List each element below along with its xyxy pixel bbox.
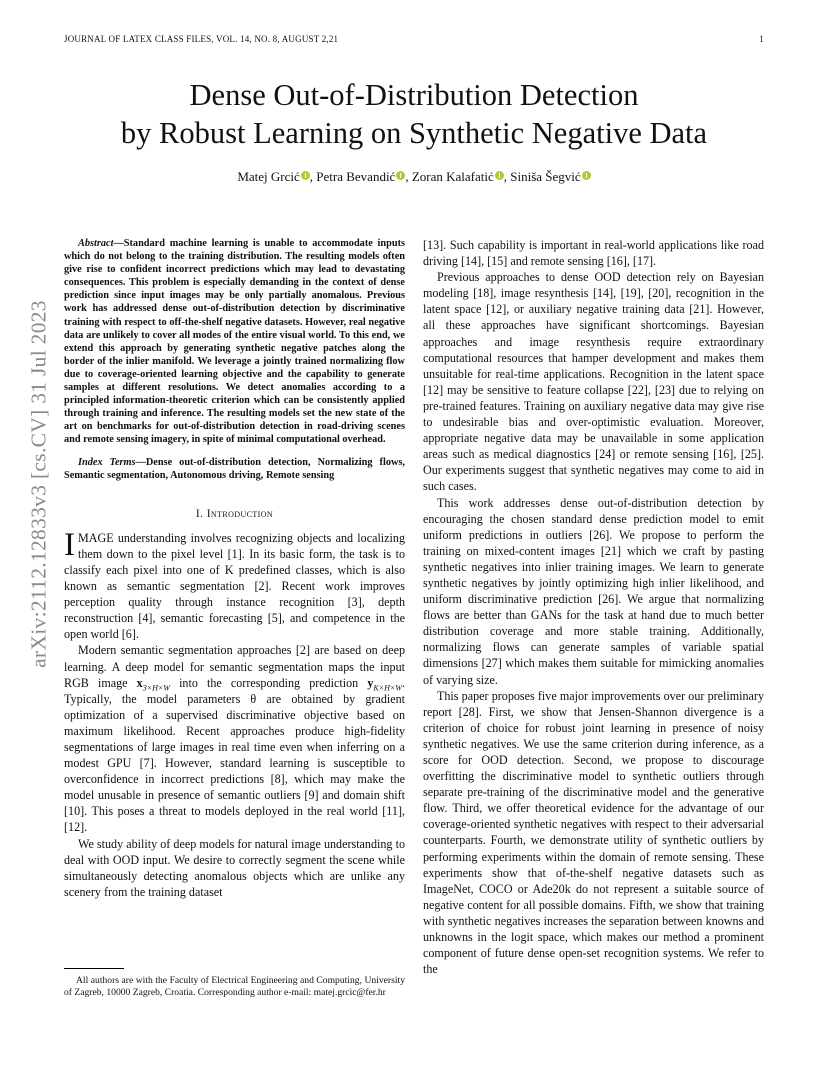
title-line-2: by Robust Learning on Synthetic Negative Data [120, 116, 708, 150]
author-list: Matej Grcić , Petra Bevandić , Zoran Kalafatić , Siniša Šegvić [60, 169, 768, 185]
author-3: Zoran Kalafatić [411, 169, 494, 184]
orcid-icon[interactable] [396, 171, 405, 180]
page-number: 1 [759, 34, 764, 44]
arxiv-identifier: arXiv:2112.12833v3 [cs.CV] 31 Jul 2023 [26, 300, 51, 668]
orcid-icon[interactable] [301, 171, 310, 180]
journal-header: JOURNAL OF LATEX CLASS FILES, VOL. 14, NO. 8, AUGUST 2,21 [64, 34, 339, 44]
intro-paragraph-3: We study ability of deep models for natural image understanding to deal with OOD input. We desire to correctly segment the scene while simultaneously detecting anomalous objects which are unlike any scenery from the training dataset [64, 836, 405, 899]
drop-cap: I [64, 526, 75, 563]
index-terms: Index Terms—Dense out-of-distribution detection, Normalizing flows, Semantic segmentation, Autonomous driving, Remote sensing [64, 456, 405, 481]
intro-paragraph-6: This paper proposes five major improvements over our preliminary report [28]. First, we show that Jensen-Shannon divergence is a criterion of choice for robust joint learning in presence of noisy synthetic negatives. We use the same criterion during inference, as a score for OOD detection. Second, we propose to discourage overfitting the discriminative model to synthetic outliers through separate pre-training of the discriminative model and the generative flow. Third, we offer theoretical evidence for the advantage of our coverage-oriented synthetic negatives with respect to their adversarial counterparts. Fourth, we demonstrate utility of synthetic outliers by performing experiments within the domain of remote sensing. These experiments show that of-the-shelf negative datasets such as ImageNet, COCO or Ade20k do not represent a suitable source of negative content for all possible domains. Fifth, we show that training with synthetic negatives increases the separation between knowns and unknowns in the logit space, which makes our method a prominent component of future dense open-set recognition systems. We refer to the [423, 688, 764, 977]
arxiv-stamp [24, 294, 54, 674]
running-head [64, 34, 764, 44]
orcid-icon[interactable] [495, 171, 504, 180]
abstract: Abstract—Standard machine learning is unable to accommodate inputs which do not belong to the training distribution. The resulting models often give rise to confident incorrect predictions which may lead to devastating consequences. This problem is especially demanding in the context of dense prediction since input images may be only partially anomalous. Previous work has addressed dense out-of-distribution detection by discriminative training with respect to off-the-shelf negative datasets. However, real negative data are unlikely to cover all modes of the entire visual world. To this end, we extend this approach by generating synthetic negative patches along the border of the inlier manifold. We leverage a jointly trained normalizing flow due to coverage-oriented learning objective and the capability to generate samples at different resolutions. We detect anomalies according to a principled information-theoretic criterion which can be consistently applied through training and inference. The resulting models set the new state of the art on benchmarks for out-of-distribution detection in road-driving scenes and remote sensing imagery, in spite of minimal computational overhead. [64, 238, 405, 446]
title-line-1: Dense Out-of-Distribution Detection [189, 78, 639, 112]
intro-paragraph-5: This work addresses dense out-of-distribution detection by encouraging the chosen standard dense prediction model to emit uniform predictions in outliers [26]. We propose to perform the training on mixed-content images [21] which we craft by pasting synthetic negatives into inlier training images. We learn to generate synthetic negatives by jointly optimizing high inlier likelihood, and uniform discriminative prediction [26]. We argue that normalizing flows are better than GANs for the task at hand due to much better distribution coverage and more stable training. Additionally, normalizing flows can generate samples of variable spatial dimensions [27] which makes them suitable for mimicking anomalies of varying size. [423, 495, 764, 687]
author-4: Siniša Šegvić [510, 169, 581, 184]
footnote: All authors are with the Faculty of Electrical Engineering and Computing, University of Zagreb, 10000 Zagreb, Croatia. Corresponding author e-mail: matej.grcic@fer.hr [64, 975, 405, 998]
right-column [423, 237, 764, 977]
author-1: Matej Grcić [237, 169, 300, 184]
orcid-icon[interactable] [582, 171, 591, 180]
intro-paragraph-2: Modern semantic segmentation approaches [2] are based on deep learning. A deep model for semantic segmentation maps the input RGB image $x_{3\times H\times W}$ into the corresponding prediction $y_{K\times H\times W}$. Typically, the model parameters θ are obtained by gradient optimization of a supervised discriminative objective based on maximum likelihood. Recent approaches produce high-fidelity segmentations of large images in real time even when inferring on a modest GPU [7]. However, standard learning is susceptible to overconfidence in incorrect predictions [8], which may make the model unusable in presence of semantic outliers [9] and domain shift [10]. This poses a threat to models deployed in the real world [11], [12]. [64, 643, 405, 835]
intro-paragraph-1: IMAGE understanding involves recognizing objects and localizing them down to the pixel level [1]. In its basic form, the task is to classify each pixel into one of K predefined classes, which is also known as semantic segmentation [2]. Recent work improves perception quality through instance recognition [3], depth reconstruction [4], semantic forecasting [5], and competence in the open world [6]. [64, 526, 405, 642]
paper-title [60, 76, 768, 152]
intro-paragraph-3-cont: [13]. Such capability is important in real-world applications like road driving [14], [15] and remote sensing [16], [17]. [423, 238, 764, 269]
author-2: Petra Bevandić [316, 169, 396, 184]
footnote-rule [64, 968, 124, 969]
intro-paragraph-4: Previous approaches to dense OOD detection rely on Bayesian modeling [18], image resynthesis [14], [19], [20], recognition in the latent space [12], or auxiliary negative training data [21]. However, all these approaches have significant shortcomings. Bayesian approaches and image resynthesis require extraordinary computational resources that hamper development and makes them unsuitable for real-time applications. Recognition in the latent space [12] may be sensitive to feature collapse [22], [23] due to relying on pre-trained features. Training on auxiliary negative data may give rise to undesirable bias and over-optimistic evaluation. Moreover, appropriate negative data may be unavailable in some application areas such as medical diagnostics [24] or remote sensing [16], [25]. Our experiments suggest that synthetic negatives may come to aid in such cases. [423, 270, 764, 494]
section-heading: I. Introduction [195, 507, 274, 520]
left-column [64, 237, 405, 900]
